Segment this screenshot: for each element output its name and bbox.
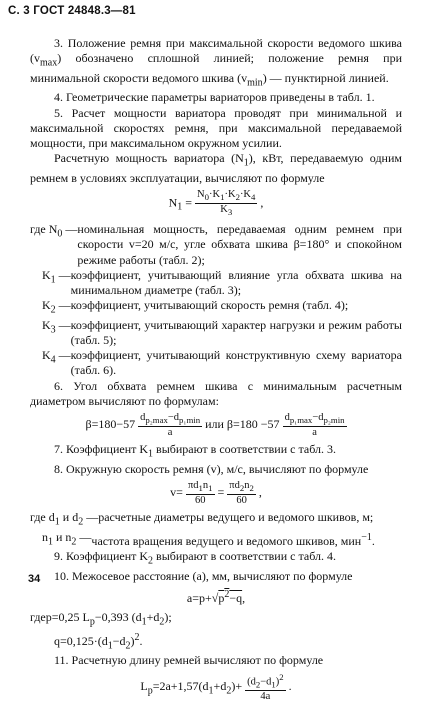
definition-item (30, 348, 402, 378)
definition-term: где (30, 610, 46, 625)
paragraph-4: 4. Геометрические параметры вариаторов приведены в табл. 1. (54, 90, 375, 105)
definition-term: где $d_1$ и $d_2$ — (30, 510, 99, 528)
text-column (30, 36, 402, 706)
definitions-pq (30, 610, 402, 653)
definition-text: расчетные диаметры ведущего и ведомого шкивов, м; (98, 510, 374, 524)
definition-term: $K_4$ — (42, 348, 71, 366)
paragraph-10: 10. Межосевое расстояние (a), мм, вычисляют по формуле (54, 568, 353, 583)
definition-term: $K_1$ — (42, 267, 71, 286)
paragraph-power: Расчетную мощность вариатора $(N_1)$, кВт, передаваемую одним ремнем в условиях эксплуатации, вычисляют по формуле (30, 151, 402, 185)
formula-a: $a=p+√p^2-q$, (186, 588, 246, 605)
definition-item (30, 298, 402, 318)
formula-v: v= $\frac{\pi d_1n_1}{60}$ = $\frac{\pi d_2n_2}{60}$ , (170, 479, 262, 506)
page-number: 34 (28, 573, 41, 585)
definition-text: $q=0,125\cdot(d_1-d_2)^2$. (54, 631, 143, 652)
definition-text: коэффициент, учитывающий скорость ремня (табл. 4); (70, 298, 349, 313)
formula-beta: β=180−57 $\frac{d_{p_2max}-d_{p_1min}}{a}$ или β=180 −57 $\frac{d_{p_1max}-d_{p_2min}}{a}$ (85, 412, 345, 439)
paragraph-8: 8. Окружную скорость ремня (v), м/с, вычисляют по формуле (54, 461, 369, 476)
definition-item (30, 630, 402, 654)
page-header: С. 3 ГОСТ 24848.3—81 (8, 5, 136, 17)
paragraph-9: 9. Коэффициент $K_2$ выбирают в соответствии с табл. 4. (54, 549, 336, 567)
definition-text: коэффициент, учитывающий характер нагрузки и режим работы (табл. 5); (70, 317, 402, 347)
definition-item (30, 222, 402, 268)
paragraph-7: 7. Коэффициент $K_1$ выбирают в соответствии с табл. 3. (54, 442, 336, 460)
definition-term: $n_1$ и $n_2$ — (42, 529, 92, 547)
definition-term: $K_3$ — (42, 317, 71, 336)
formula-l: $L_p=2a+1,57(d_1+d_2)+$ $\frac{(d_2-d_1)^2}{4a}$ . (140, 671, 292, 703)
definition-item (30, 318, 402, 348)
paragraph-5: 5. Расчет мощности вариатора проводят при минимальной и максимальной скоростях ремня, при максимальной передаваемой мощности, при максимальном окружном усилии. (30, 105, 402, 150)
definition-item (30, 268, 402, 298)
definition-term: где $N_0$ — (30, 222, 78, 240)
paragraph-3: 3. Положение ремня при максимальной скорости ведомого шкива $(v_{max})$ обозначено сплошной линией; положение ремня при минимальной скорости ведомого шкива $(v_{min})$ — пунктирной линией. (30, 36, 402, 89)
definition-text: коэффициент, учитывающий влияние угла обхвата шкива на минимальном диаметре (табл. 3); (70, 267, 402, 297)
paragraph-6: 6. Угол обхвата ремнем шкива с минимальным расчетным диаметром вычисляют по формулам: (30, 378, 402, 408)
definition-item (30, 610, 402, 630)
definitions-n (30, 222, 402, 378)
definitions-d (30, 510, 402, 549)
formula-n1: $N_1$ = $\frac{N_0\cdot K_1\cdot K_2\cdot K_4}{K_3}$ , (168, 189, 264, 218)
definition-text: номинальная мощность, передаваемая одним ремнем при скорости v=20 м/с, угле обхвата шкива β=180° и спокойном режиме работы (табл. 2); (77, 222, 402, 267)
definition-text: p=0,25 $L_p-0,393$ $(d_1+d_2)$; (45, 610, 172, 628)
paragraph-11: 11. Расчетную длину ремней вычисляют по формуле (54, 653, 324, 668)
definition-item (30, 510, 402, 530)
definition-text: коэффициент, учитывающий конструктивную схему вариатора (табл. 6). (70, 348, 402, 378)
definition-item (30, 530, 402, 550)
definition-term: $K_2$ — (42, 298, 71, 316)
definition-text: частота вращения ведущего и ведомого шкивов, мин$^{-1}$. (91, 531, 375, 548)
